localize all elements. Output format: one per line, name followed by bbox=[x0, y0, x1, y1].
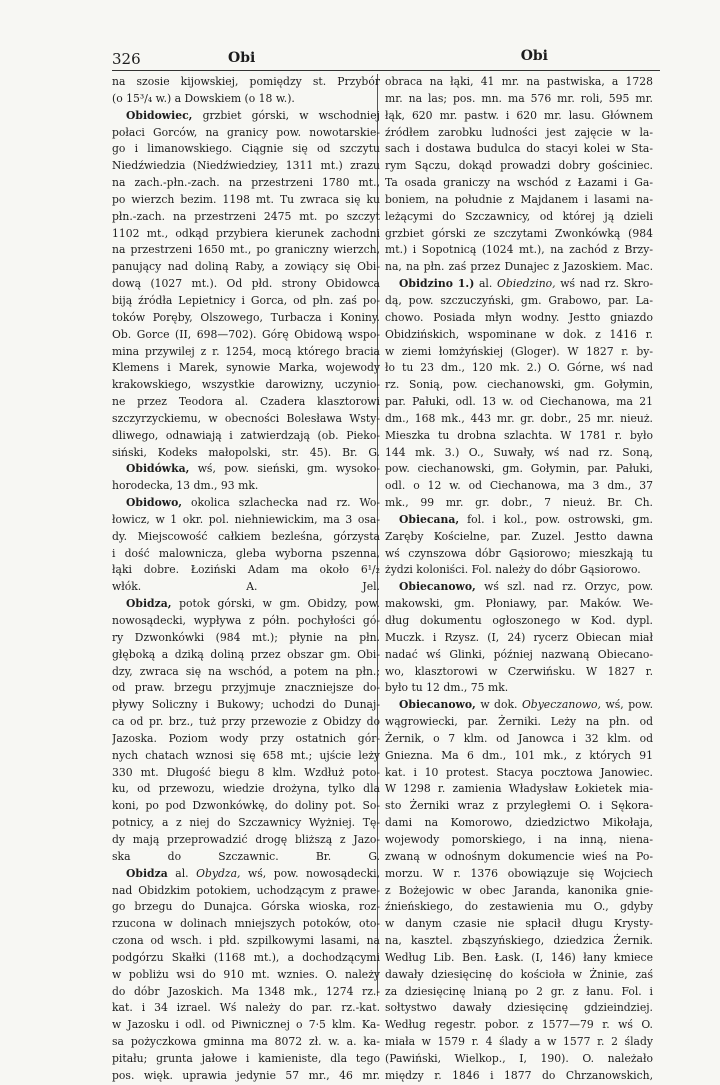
line-text: rz. Sonią, pow. ciechanowski, gm. Gołymin, bbox=[385, 378, 653, 392]
text-line bbox=[385, 933, 653, 950]
entry-headword: Obiecanowo, bbox=[399, 580, 476, 594]
text-line bbox=[112, 647, 380, 664]
line-text: pływy Soliczny i Bukowy; uchodzi do Dunaj- bbox=[112, 698, 380, 712]
line-text: ska do Szczawnic. Br. G. bbox=[112, 849, 380, 863]
line-text: nych chatach wznosi się 658 mt.; ujście leży bbox=[112, 748, 380, 762]
page-number: 326 bbox=[112, 50, 141, 68]
text-line bbox=[385, 832, 653, 849]
text-line bbox=[112, 445, 380, 462]
text-line bbox=[385, 883, 653, 900]
text-line bbox=[385, 377, 653, 394]
text-line bbox=[112, 984, 380, 1001]
right-column bbox=[385, 74, 653, 1085]
alt-name: Obiedzino, bbox=[497, 277, 556, 291]
text-line bbox=[385, 781, 653, 798]
line-text: boniem, na południe z Majdanem i lasami na- bbox=[385, 192, 653, 206]
text-line bbox=[112, 714, 380, 731]
line-text: pow. ciechanowski, gm. Gołymin, par. Pałuki, bbox=[385, 462, 653, 476]
text-line bbox=[385, 209, 653, 226]
line-text: w danym czasie nie spłacił długu Krysty- bbox=[385, 917, 653, 931]
text-line bbox=[385, 630, 653, 647]
text-line bbox=[112, 478, 380, 495]
running-head-right: Obi bbox=[520, 48, 548, 64]
line-text: Zaręby Kościelne, par. Zuzel. Jestto dawna bbox=[385, 529, 653, 543]
text-line bbox=[385, 529, 653, 546]
line-text: od praw. brzegu przyjmuje znaczniejsze do- bbox=[112, 681, 380, 695]
line-text: wągrowiecki, par. Żerniki. Leży na płn. od bbox=[385, 715, 653, 729]
text-line bbox=[112, 192, 380, 209]
text-line bbox=[112, 630, 380, 647]
text-line bbox=[112, 226, 380, 243]
line-text: na, na płn. zaś przez Dunajec z Jazoskiem. Mac. bbox=[385, 260, 653, 274]
line-text: sa pożyczkowa gminna ma 8072 zł. w. a. ka- bbox=[112, 1035, 380, 1049]
text-line bbox=[112, 731, 380, 748]
entry-headword: Obidza bbox=[126, 866, 168, 880]
text-line bbox=[112, 141, 380, 158]
line-text: wo, klasztorowi w Czerwińsku. W 1827 r. bbox=[385, 664, 653, 678]
line-text: potok górski, w gm. Obidzy, pow. bbox=[179, 597, 380, 611]
text-line bbox=[112, 765, 380, 782]
text-line bbox=[112, 91, 380, 108]
line-text: biją źródła Lepietnicy i Gorca, od płn. zaś po- bbox=[112, 293, 380, 307]
text-line bbox=[112, 242, 380, 259]
text-line bbox=[112, 461, 380, 478]
line-text: nadać wś Glinki, później nazwaną Obiecano- bbox=[385, 647, 653, 661]
text-line bbox=[112, 259, 380, 276]
line-text: Muczk. i Rzysz. (I, 24) rycerz Obiecan miał bbox=[385, 630, 653, 644]
line-text: między r. 1846 i 1877 do Chrzanowskich, bbox=[385, 1068, 653, 1082]
text-line bbox=[112, 933, 380, 950]
text-line bbox=[385, 512, 653, 529]
line-text: zwaną w odnośnym dokumencie wieś na Po- bbox=[385, 849, 653, 863]
text-line bbox=[112, 293, 380, 310]
line-text-rest: wś, pow. nowosądecki, bbox=[240, 866, 380, 880]
text-line bbox=[112, 377, 380, 394]
line-text: i dość malownicza, gleba wyborna pszenna, bbox=[112, 546, 380, 560]
text-line bbox=[112, 74, 380, 91]
text-line bbox=[385, 276, 653, 293]
line-text: wś, pow. sieński, gm. wysoko- bbox=[197, 462, 380, 476]
line-text: ne przez Teodora al. Czadera klasztorowi bbox=[112, 395, 380, 409]
line-text: potnicy, a z niej do Szczawnicy Wyżniej. Tę- bbox=[112, 816, 380, 830]
line-text: łąki dobre. Łoziński Adam ma około 6¹/₂ bbox=[112, 563, 380, 577]
line-text: Niedźwiedzia (Niedźwiedziey, 1311 mt.) zrazu bbox=[112, 159, 380, 173]
alt-name: Obydza, bbox=[196, 866, 241, 880]
line-text: w pobliżu wsi do 910 mt. wznies. O. należy bbox=[112, 967, 380, 981]
line-text: połaci Gorców, na granicy pow. nowotarskie- bbox=[112, 125, 380, 139]
line-text: fol. i kol., pow. ostrowski, gm. bbox=[467, 512, 653, 526]
text-line bbox=[385, 562, 653, 579]
text-line bbox=[385, 765, 653, 782]
line-text: W 1298 r. zamienia Władysław Łokietek mia- bbox=[385, 782, 653, 796]
line-text: Gniezna. Ma 6 dm., 101 mk., z których 91 bbox=[385, 748, 653, 762]
line-text: Według Lib. Ben. Łask. (I, 146) łany kmiece bbox=[385, 950, 653, 964]
line-text: koni, po pod Dzwonkówkę, do doliny pot. So- bbox=[112, 799, 380, 813]
line-text: toków Poręby, Olszowego, Turbacza i Koniny. bbox=[112, 310, 380, 324]
line-text: po wierzch bezim. 1198 mt. Tu zwraca się ku bbox=[112, 192, 380, 206]
left-column bbox=[112, 74, 380, 1085]
text-line bbox=[112, 310, 380, 327]
text-line bbox=[112, 883, 380, 900]
text-line bbox=[112, 697, 380, 714]
line-text: Ob. Gorce (II, 698—702). Górę Obidową wspo- bbox=[112, 327, 380, 341]
line-text: go brzegu do Dunajca. Górska wioska, roz- bbox=[112, 900, 380, 914]
entry-headword: Obidowiec, bbox=[126, 108, 193, 122]
text-line bbox=[385, 647, 653, 664]
line-text: leżącymi do Szczawnicy, od której ją dzieli bbox=[385, 209, 653, 223]
text-line bbox=[112, 781, 380, 798]
line-text: w Jazosku i odl. od Piwnicznej o 7·5 klm. Ka- bbox=[112, 1018, 380, 1032]
text-line bbox=[112, 108, 380, 125]
alt-name: Obyeczanowo, bbox=[521, 698, 601, 712]
entry-headword: Obidowo, bbox=[126, 496, 183, 510]
text-line bbox=[112, 849, 380, 866]
text-line bbox=[385, 798, 653, 815]
line-text-rest: wś, pow. bbox=[601, 698, 653, 712]
line-text: obraca na łąki, 41 mr. na pastwiska, a 1728 bbox=[385, 75, 653, 88]
header-rule bbox=[112, 70, 660, 71]
text-line bbox=[112, 360, 380, 377]
text-line bbox=[385, 697, 653, 714]
text-line bbox=[112, 1000, 380, 1017]
text-line bbox=[112, 428, 380, 445]
entry-headword: Obiecanowo, bbox=[399, 698, 476, 712]
text-line bbox=[112, 327, 380, 344]
text-line bbox=[385, 293, 653, 310]
line-text: 330 mt. Długość biegu 8 klm. Wzdłuż poto- bbox=[112, 765, 380, 779]
text-line bbox=[385, 596, 653, 613]
line-text: dową (1027 mt.). Od płd. strony Obidowca bbox=[112, 277, 380, 291]
text-line bbox=[385, 950, 653, 967]
text-line bbox=[385, 984, 653, 1001]
line-text: płn.-zach. na przestrzeni 2475 mt. po szczyt bbox=[112, 209, 380, 223]
text-line bbox=[112, 344, 380, 361]
text-line bbox=[385, 815, 653, 832]
line-text: w ziemi łomżyńskiej (Gloger). W 1827 r. by- bbox=[385, 344, 653, 358]
text-line bbox=[112, 529, 380, 546]
text-line bbox=[112, 562, 380, 579]
text-line bbox=[112, 546, 380, 563]
line-text: źnieńskiego, do zestawienia mu O., gdyby bbox=[385, 900, 653, 914]
text-line bbox=[385, 664, 653, 681]
text-line bbox=[112, 579, 380, 596]
text-line bbox=[112, 1068, 380, 1085]
text-line bbox=[112, 411, 380, 428]
line-text: dy mają przeprowadzić drogę bliższą z Jazo- bbox=[112, 832, 380, 846]
line-text: wś czynszowa dóbr Gąsiorowo; mieszkają tu bbox=[385, 546, 653, 560]
text-line bbox=[112, 798, 380, 815]
text-line bbox=[385, 158, 653, 175]
line-text: nowosądecki, wypływa z półn. pochyłości gó- bbox=[112, 614, 380, 627]
text-line bbox=[385, 1000, 653, 1017]
line-text: dług dokumentu ogłoszonego w Kod. dypl. bbox=[385, 614, 653, 627]
line-text: chowo. Posiada młyn wodny. Jestto gniazdo bbox=[385, 310, 653, 324]
text-line bbox=[385, 394, 653, 411]
text-line bbox=[385, 748, 653, 765]
line-text: mk., 99 mr. gr. dobr., 7 nieuż. Br. Ch. bbox=[385, 496, 653, 510]
text-line bbox=[385, 175, 653, 192]
text-line bbox=[112, 1017, 380, 1034]
text-line bbox=[112, 613, 380, 630]
text-line bbox=[112, 815, 380, 832]
line-text: 144 mk. 3.) O., Suwały, wś nad rz. Soną, bbox=[385, 445, 653, 459]
entry-headword: Obidzino 1.) bbox=[399, 277, 475, 291]
line-text: ry Dzwonkówki (984 mt.); płynie na płn. bbox=[112, 630, 380, 644]
line-text: na szosie kijowskiej, pomiędzy st. Przybór bbox=[112, 75, 380, 88]
line-text: kat. i 34 izrael. Wś należy do par. rz.-kat. bbox=[112, 1001, 380, 1015]
line-text: (Pawiński, Wielkop., I, 190). O. należało bbox=[385, 1051, 653, 1065]
text-line bbox=[385, 125, 653, 142]
text-line bbox=[385, 91, 653, 108]
text-line bbox=[112, 276, 380, 293]
line-text: pitału; grunta jałowe i kamieniste, dla tego bbox=[112, 1051, 380, 1065]
line-text: sach i dostawa budulca do stacyi kolei w Sta- bbox=[385, 142, 653, 156]
line-text: łąk, 620 mr. pastw. i 620 mr. lasu. Głównem bbox=[385, 108, 653, 122]
line-text: kat. i 10 protest. Stacya pocztowa Janowiec. bbox=[385, 765, 653, 779]
line-text: dawały dziesięcinę do kościoła w Żninie, zaś bbox=[385, 967, 653, 981]
line-text: Mieszka tu drobna szlachta. W 1781 r. było bbox=[385, 428, 653, 442]
text-line bbox=[385, 74, 653, 91]
line-text: okolica szlachecka nad rz. Wo- bbox=[190, 496, 380, 510]
text-line bbox=[385, 411, 653, 428]
text-line bbox=[385, 916, 653, 933]
line-text: dzy, zwraca się na wschód, a potem na płn.; bbox=[112, 664, 380, 678]
line-text: (o 15³/₄ w.) a Dowskiem (o 18 w.). bbox=[112, 91, 295, 105]
line-text: grzbiet górski, w wschodniej bbox=[202, 108, 380, 122]
text-line bbox=[385, 579, 653, 596]
line-text: makowski, gm. Płoniawy, par. Maków. We- bbox=[385, 597, 653, 611]
line-text: sołtystwo dawały dziesięcinę gdzieindziej. bbox=[385, 1001, 653, 1015]
text-line bbox=[385, 849, 653, 866]
text-line bbox=[385, 1017, 653, 1034]
entry-headword: Obidówka, bbox=[126, 462, 190, 476]
line-text: ło tu 23 dm., 120 mk. 2.) O. Górne, wś nad bbox=[385, 361, 653, 375]
line-text: Żernik, o 7 klm. od Janowca i 32 klm. od bbox=[385, 731, 653, 745]
line-text: pos. więk. uprawia jedynie 57 mr., 46 mr. bbox=[112, 1068, 380, 1082]
text-line bbox=[385, 731, 653, 748]
text-line bbox=[385, 613, 653, 630]
text-line bbox=[112, 596, 380, 613]
text-line bbox=[112, 748, 380, 765]
text-line bbox=[112, 495, 380, 512]
line-text: głęboką a dziką doliną przez obszar gm. Obi- bbox=[112, 647, 380, 661]
line-text: na zach.-płn.-zach. na przestrzeni 1780 mt., bbox=[112, 176, 380, 190]
line-text: grzbiet górski ze szczytami Zwonkówką (984 bbox=[385, 226, 653, 240]
line-text: Klemens i Marek, synowie Marka, wojewody bbox=[112, 361, 380, 375]
line-text: mt.) i Sopotnicą (1024 mt.), na zachód z Brzy- bbox=[385, 243, 653, 257]
text-line bbox=[385, 445, 653, 462]
text-line bbox=[112, 916, 380, 933]
line-text: do dóbr Jazoskich. Ma 1348 mk., 1274 rz.- bbox=[112, 984, 380, 998]
line-text: rzucona w dolinach mniejszych potoków, oto- bbox=[112, 917, 380, 931]
text-line bbox=[385, 495, 653, 512]
line-text: go i limanowskiego. Ciągnie się od szczytu bbox=[112, 142, 380, 156]
line-text: mina przywilej z r. 1254, mocą którego bracia bbox=[112, 344, 380, 358]
line-text: szczyrzyckiemu, w obecności Bolesława Wsty- bbox=[112, 411, 380, 425]
text-line bbox=[112, 899, 380, 916]
line-text: siński, Kodeks małopolski, str. 45). Br. G. bbox=[112, 445, 380, 459]
line-text: za dziesięcinę lnianą po 2 gr. z łanu. Fol. i bbox=[385, 984, 653, 998]
text-line bbox=[385, 428, 653, 445]
line-text: panujący nad doliną Raby, a zowiący się Obi- bbox=[112, 260, 380, 274]
line-text: włók. A. Jel. bbox=[112, 580, 380, 594]
text-line bbox=[385, 714, 653, 731]
text-line bbox=[385, 141, 653, 158]
line-text: żydzi koloniści. Fol. należy do dóbr Gąsiorowo. bbox=[385, 563, 641, 577]
line-text: łowicz, w 1 okr. pol. niehniewickim, ma 3 osa- bbox=[112, 512, 380, 526]
line-text: horodecka, 13 dm., 93 mk. bbox=[112, 479, 259, 493]
line-text: par. Pałuki, odl. 13 w. od Ciechanowa, ma 21 bbox=[385, 395, 653, 409]
line-text: czona od wsch. i płd. szpilkowymi lasami, na bbox=[112, 934, 380, 948]
line-text: podgórzu Skałki (1168 mt.), a dochodzącymi bbox=[112, 950, 380, 964]
text-line bbox=[112, 1034, 380, 1051]
text-line bbox=[385, 344, 653, 361]
line-text: z Bożejowic w obec Jaranda, kanonika gnie- bbox=[385, 883, 653, 897]
text-line bbox=[112, 158, 380, 175]
line-text: miała w 1579 r. 4 ślady a w 1577 r. 2 ślady bbox=[385, 1035, 653, 1049]
line-text: al. bbox=[479, 277, 498, 291]
text-line bbox=[385, 242, 653, 259]
line-text: Ta osada graniczy na wschód z Łazami i Ga- bbox=[385, 176, 653, 190]
line-text: na, kasztel. zbąszyńskiego, dziedzica Żernik. bbox=[385, 934, 653, 948]
line-text: odl. o 12 w. od Ciechanowa, ma 3 dm., 37 bbox=[385, 479, 653, 493]
text-line bbox=[112, 832, 380, 849]
text-line bbox=[385, 967, 653, 984]
text-line bbox=[112, 394, 380, 411]
text-line bbox=[385, 1051, 653, 1068]
text-line bbox=[385, 680, 653, 697]
page-header bbox=[112, 42, 660, 72]
line-text: na przestrzeni 1650 mt., po graniczny wierzch, bbox=[112, 243, 380, 257]
line-text: ca od pr. brz., tuż przy przewozie z Obidzy do bbox=[112, 715, 380, 729]
text-line bbox=[385, 327, 653, 344]
text-line bbox=[112, 664, 380, 681]
text-line bbox=[112, 866, 380, 883]
line-text: krakowskiego, wszystkie darowizny, uczynio- bbox=[112, 378, 380, 392]
line-text: wś szl. nad rz. Orzyc, pow. bbox=[484, 580, 653, 594]
text-line bbox=[112, 512, 380, 529]
line-text: dy. Miejscowość całkiem bezleśna, górzysta bbox=[112, 529, 380, 543]
line-text: Jazoska. Poziom wody przy ostatnich gór- bbox=[112, 731, 380, 745]
text-line bbox=[385, 478, 653, 495]
line-text: rym Sączu, dokąd prowadzi dobry gościniec. bbox=[385, 159, 653, 173]
entry-headword: Obidza, bbox=[126, 597, 172, 611]
line-text: było tu 12 dm., 75 mk. bbox=[385, 681, 509, 695]
text-line bbox=[385, 1034, 653, 1051]
line-text: sto Żerniki wraz z przyległemi O. i Sękora- bbox=[385, 799, 653, 813]
text-line bbox=[385, 360, 653, 377]
text-line bbox=[385, 1068, 653, 1085]
running-head-left: Obi bbox=[228, 50, 256, 66]
line-text: źródłem zarobku ludności jest zajęcie w la- bbox=[385, 125, 653, 139]
line-text: dą, pow. szczuczyński, gm. Grabowo, par. La- bbox=[385, 293, 653, 307]
text-line bbox=[112, 1051, 380, 1068]
text-line bbox=[112, 950, 380, 967]
text-line bbox=[385, 192, 653, 209]
line-text: w dok. bbox=[480, 698, 522, 712]
text-line bbox=[112, 967, 380, 984]
text-line bbox=[385, 461, 653, 478]
line-text: 1102 mt., odkąd przybiera kierunek zachodni bbox=[112, 226, 380, 240]
line-text: dliwego, odnawiają i zatwierdzają (ob. Pieko- bbox=[112, 428, 380, 442]
line-text: morzu. W r. 1376 obowiązuje się Wojciech bbox=[385, 866, 653, 880]
line-text: wojewody pomorskiego, i na inną, niena- bbox=[385, 832, 653, 846]
line-text: ku, od przewozu, wiedzie drożyna, tylko dla bbox=[112, 782, 380, 796]
line-text: al. bbox=[175, 866, 197, 880]
line-text: Według regestr. pobor. z 1577—79 r. wś O. bbox=[385, 1018, 653, 1032]
text-line bbox=[385, 899, 653, 916]
text-line bbox=[385, 108, 653, 125]
text-line bbox=[385, 259, 653, 276]
line-text: dm., 168 mk., 443 mr. gr. dobr., 25 mr. nieuż. bbox=[385, 411, 653, 425]
text-line bbox=[385, 226, 653, 243]
text-line bbox=[385, 866, 653, 883]
line-text: dami na Komorowo, dziedzictwo Mikołaja, bbox=[385, 816, 653, 830]
line-text: mr. na las; pos. mn. ma 576 mr. roli, 595 mr. bbox=[385, 91, 653, 105]
text-line bbox=[112, 125, 380, 142]
entry-headword: Obiecana, bbox=[399, 512, 460, 526]
text-line bbox=[112, 175, 380, 192]
line-text: nad Obidzkim potokiem, uchodzącym z prawe- bbox=[112, 883, 380, 897]
line-text-rest: wś nad rz. Skro- bbox=[555, 277, 653, 291]
line-text: Obidzińskich, wspominane w dok. z 1416 r. bbox=[385, 327, 653, 341]
text-line bbox=[385, 546, 653, 563]
text-line bbox=[112, 680, 380, 697]
text-line bbox=[385, 310, 653, 327]
text-line bbox=[112, 209, 380, 226]
